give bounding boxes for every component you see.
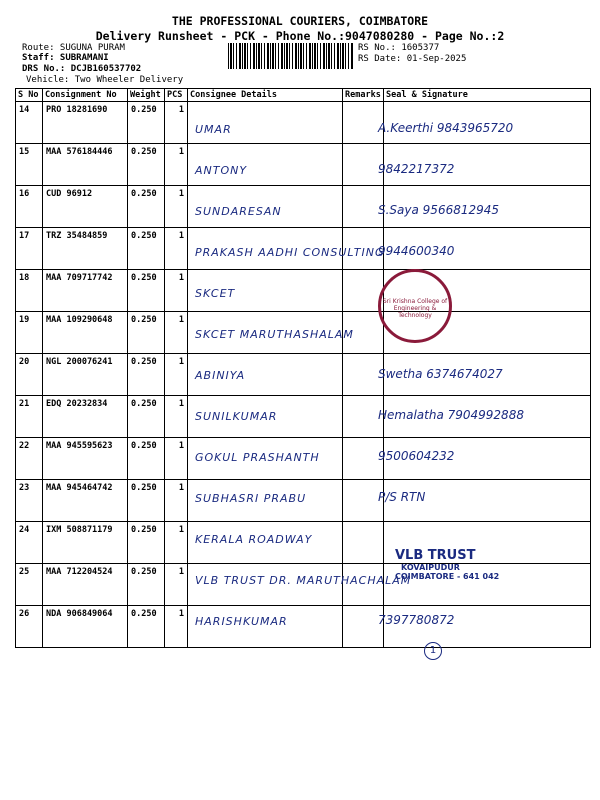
college-seal xyxy=(378,269,452,343)
vehicle-label: Vehicle: Two Wheeler Delivery xyxy=(26,75,184,85)
pcs-cell: 1 xyxy=(165,102,188,144)
runsheet-subtitle: Delivery Runsheet - PCK - Phone No.:9047080280 - Page No.:2 xyxy=(95,29,505,43)
sno-cell: 20 xyxy=(16,354,43,396)
vlb-stamp-line3: COIMBATORE - 641 042 xyxy=(395,572,500,581)
barcode xyxy=(228,43,354,69)
handwritten-signature: 9500604232 xyxy=(378,449,455,463)
weight-cell: 0.250 xyxy=(128,396,165,438)
sno-cell: 26 xyxy=(16,606,43,648)
col-signature: Seal & Signature xyxy=(384,89,591,102)
pcs-cell: 1 xyxy=(165,438,188,480)
pcs-cell: 1 xyxy=(165,480,188,522)
weight-cell: 0.250 xyxy=(128,102,165,144)
consignment-cell: EDQ 20232834 xyxy=(43,396,128,438)
consignment-cell: MAA 109290648 xyxy=(43,312,128,354)
handwritten-consignee: SUNDARESAN xyxy=(195,205,282,218)
sno-cell: 19 xyxy=(16,312,43,354)
handwritten-signature: A.Keerthi 9843965720 xyxy=(378,121,514,135)
table-row xyxy=(16,606,591,648)
weight-cell: 0.250 xyxy=(128,354,165,396)
pcs-cell: 1 xyxy=(165,396,188,438)
sno-cell: 18 xyxy=(16,270,43,312)
col-pcs: PCS xyxy=(165,89,188,102)
sno-cell: 16 xyxy=(16,186,43,228)
sno-cell: 15 xyxy=(16,144,43,186)
handwritten-consignee: UMAR xyxy=(195,123,232,136)
col-remarks: Remarks xyxy=(343,89,384,102)
consignment-cell: MAA 945595623 xyxy=(43,438,128,480)
weight-cell: 0.250 xyxy=(128,144,165,186)
weight-cell: 0.250 xyxy=(128,480,165,522)
consignment-cell: MAA 945464742 xyxy=(43,480,128,522)
handwritten-consignee: ABINIYA xyxy=(195,369,246,382)
pcs-cell: 1 xyxy=(165,270,188,312)
handwritten-consignee: KERALA ROADWAY xyxy=(195,533,313,546)
pcs-cell: 1 xyxy=(165,354,188,396)
consignment-cell: MAA 709717742 xyxy=(43,270,128,312)
page-mark: 1 xyxy=(424,642,442,660)
handwritten-signature: Swetha 6374674027 xyxy=(378,367,503,381)
weight-cell: 0.250 xyxy=(128,270,165,312)
college-seal-text: Sri Krishna College of Engineering & Technology xyxy=(382,298,448,319)
col-sno: S No xyxy=(16,89,43,102)
handwritten-signature: Hemalatha 7904992888 xyxy=(378,408,524,422)
handwritten-consignee: SUBHASRI PRABU xyxy=(195,492,307,505)
weight-cell: 0.250 xyxy=(128,564,165,606)
pcs-cell: 1 xyxy=(165,228,188,270)
table-row xyxy=(16,186,591,228)
table-row xyxy=(16,270,591,312)
consignment-cell: TRZ 35484859 xyxy=(43,228,128,270)
handwritten-consignee: HARISHKUMAR xyxy=(195,615,288,628)
table-row xyxy=(16,354,591,396)
handwritten-consignee: VLB TRUST DR. MARUTHACHALAM xyxy=(195,574,412,587)
vlb-trust-stamp xyxy=(395,548,499,581)
staff-label: Staff: SUBRAMANI xyxy=(22,53,109,63)
runsheet-table xyxy=(15,88,591,648)
vlb-stamp-line1: VLB TRUST xyxy=(395,548,476,563)
handwritten-consignee: GOKUL PRASHANTH xyxy=(195,451,320,464)
remarks-cell xyxy=(343,522,384,564)
handwritten-consignee: SUNILKUMAR xyxy=(195,410,278,423)
company-title: THE PROFESSIONAL COURIERS, COIMBATORE xyxy=(171,14,429,28)
consignment-cell: NDA 906849064 xyxy=(43,606,128,648)
pcs-cell: 1 xyxy=(165,186,188,228)
weight-cell: 0.250 xyxy=(128,438,165,480)
weight-cell: 0.250 xyxy=(128,312,165,354)
consignment-cell: MAA 712204524 xyxy=(43,564,128,606)
consignment-cell: NGL 200076241 xyxy=(43,354,128,396)
drs-number: DRS No.: DCJB160537702 xyxy=(22,64,142,74)
sno-cell: 14 xyxy=(16,102,43,144)
col-weight: Weight xyxy=(128,89,165,102)
handwritten-signature: 7397780872 xyxy=(378,613,455,627)
weight-cell: 0.250 xyxy=(128,186,165,228)
consignment-cell: CUD 96912 xyxy=(43,186,128,228)
pcs-cell: 1 xyxy=(165,312,188,354)
sno-cell: 17 xyxy=(16,228,43,270)
handwritten-signature: P/S RTN xyxy=(378,490,426,504)
handwritten-signature: 9944600340 xyxy=(378,244,455,258)
sno-cell: 22 xyxy=(16,438,43,480)
consignment-cell: PRO 18281690 xyxy=(43,102,128,144)
rs-date: RS Date: 01-Sep-2025 xyxy=(358,54,467,64)
handwritten-consignee: SKCET xyxy=(195,287,236,300)
consignment-cell: MAA 576184446 xyxy=(43,144,128,186)
col-consignee: Consignee Details xyxy=(188,89,343,102)
weight-cell: 0.250 xyxy=(128,606,165,648)
table-row xyxy=(16,144,591,186)
pcs-cell: 1 xyxy=(165,522,188,564)
weight-cell: 0.250 xyxy=(128,228,165,270)
sno-cell: 23 xyxy=(16,480,43,522)
vlb-stamp-line2: KOVAIPUDUR xyxy=(401,563,460,572)
pcs-cell: 1 xyxy=(165,144,188,186)
col-consignment: Consignment No xyxy=(43,89,128,102)
sno-cell: 25 xyxy=(16,564,43,606)
handwritten-signature: 9842217372 xyxy=(378,162,455,176)
handwritten-consignee: SKCET MARUTHASHALAM xyxy=(195,328,354,341)
weight-cell: 0.250 xyxy=(128,522,165,564)
sno-cell: 24 xyxy=(16,522,43,564)
route-label: Route: SUGUNA PURAM xyxy=(22,43,125,53)
sno-cell: 21 xyxy=(16,396,43,438)
pcs-cell: 1 xyxy=(165,606,188,648)
handwritten-signature: S.Saya 9566812945 xyxy=(378,203,500,217)
handwritten-consignee: ANTONY xyxy=(195,164,248,177)
handwritten-consignee: PRAKASH AADHI CONSULTING xyxy=(195,246,385,259)
rs-number: RS No.: 1605377 xyxy=(358,43,440,53)
pcs-cell: 1 xyxy=(165,564,188,606)
consignment-cell: IXM 508871179 xyxy=(43,522,128,564)
